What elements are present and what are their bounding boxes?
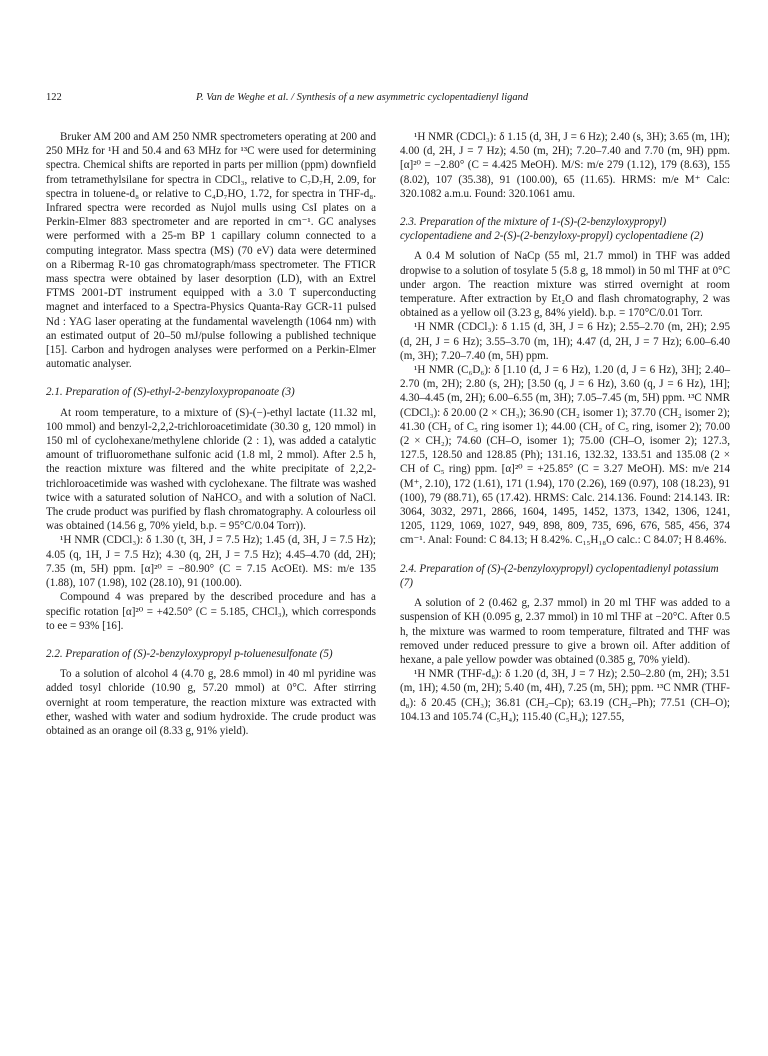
page-number: 122 (46, 92, 62, 103)
section-2-4-heading: 2.4. Preparation of (S)-(2-benzyloxypropyl) cyclopentadienyl potassium (7) (400, 562, 719, 589)
section-2-3-nmr-cdcl3: ¹H NMR (CDCl₃): δ 1.15 (d, 3H, J = 6 Hz); 2.55–2.70 (m, 2H); 2.95 (d, 2H, J = 6 Hz); 3.55–3.70 (m, 1H); 4.47 (d, 2H, J = 7 Hz); 6.00–6.40 (m, 3H); 7.20–7.40 (m, 5H) ppm. (400, 321, 730, 362)
section-2-3-procedure: A 0.4 M solution of NaCp (55 ml, 21.7 mmol) in THF was added dropwise to a solution of tosylate 5 (5.8 g, 18 mmol) in 50 ml THF at 0°C under argon. The reaction mixture was stirred overnight at room temperature. After extraction by Et₂O and flash chromatography, 2 was obtained as a yellow oil (3.23 g, 84% yield). b.p. = 170°C/0.01 Torr. (400, 250, 730, 320)
running-title: P. Van de Weghe et al. / Synthesis of a new asymmetric cyclopentadienyl ligand (196, 92, 529, 103)
right-column (400, 130, 730, 724)
section-2-4-nmr: ¹H NMR (THF-d₈): δ 1.20 (d, 3H, J = 7 Hz); 2.50–2.80 (m, 2H); 3.51 (m, 1H); 4.50 (m, 2H); 5.40 (m, 4H), 7.25 (m, 5H); ppm. ¹³C NMR (THF-d₈): δ 20.45 (CH₃); 36.81 (CH₂–Cp); 63.19 (CH₂–Ph); 77.51 (CH–O); 104.13 and 105.74 (C₅H₄); 115.40 (C₅H₄); 127.55, (400, 668, 730, 723)
section-2-1-nmr: ¹H NMR (CDCl₃): δ 1.30 (t, 3H, J = 7.5 Hz); 1.45 (d, 3H, J = 7.5 Hz); 4.05 (q, 1H, J = 7.5 Hz); 4.30 (q, 2H, J = 7.5 Hz); 4.45–4.70 (dd, 2H); 7.35 (m, 5H) ppm. [α]²⁰ = −80.90° (C = 7.15 AcOEt). MS: m/e 135 (1.88), 107 (1.98), 102 (28.10), 91 (100.00). (46, 534, 376, 590)
section-2-2-nmr: ¹H NMR (CDCl₃): δ 1.15 (d, 3H, J = 6 Hz); 2.40 (s, 3H); 3.65 (m, 1H); 4.00 (d, 2H, J = 7 Hz); 4.50 (m, 2H); 7.20–7.40 and 7.70 (m, 9H) ppm. [α]²⁰ = −2.80° (C = 4.425 MeOH). M/S: m/e 279 (1.12), 179 (8.63), 155 (8.02), 107 (35.38), 91 (100.00), 65 (11.65). HRMS: m/e M⁺ Calc: 320.1082 a.m.u. Found: 320.1061 amu. (400, 131, 730, 200)
section-2-3-nmr-c6d6: ¹H NMR (C₆D₆): δ [1.10 (d, J = 6 Hz), 1.20 (d, J = 6 Hz), 3H]; 2.40–2.70 (m, 2H); 2.80 (s, 2H); [3.50 (q, J = 6 Hz), 3.60 (q, J = 6 Hz), 1H]; 4.30–4.45 (m, 2H); 6.00–6.55 (m, 3H); 7.05–7.45 (m, 5H) ppm. ¹³C NMR (CDCl₃): δ 20.00 (2 × CH₃); 36.90 (CH₂ isomer 1); 37.70 (CH₂ isomer 2); 41.30 (CH₂ of C₅ ring isomer 1); 44.00 (CH₂ of C₅ ring, isomer 2); 70.00 (2 × CH₂); 74.60 (CH–O, isomer 1); 75.00 (CH–O, isomer 2); 127.3, 127.5, 128.50 and 128.85 (Ph); 131.16, 132.32, 133.51 and 135.08 (2 × CH of C₅ ring) ppm. [α]²⁰ = +25.85° (C = 3.27 MeOH). MS: m/e 214 (M⁺, 2.10), 172 (1.61), 171 (1.94), 170 (2.26), 169 (0.97), 108 (18.23), 91 (100), 79 (88.71), 65 (17.42). HRMS: Calc. 214.136. Found: 214.143. IR: 3064, 3032, 2971, 2866, 1604, 1495, 1452, 1373, 1342, 1306, 1241, 1205, 1129, 1069, 1027, 949, 898, 809, 735, 696, 676, 585, 456, 374 cm⁻¹. Anal: Found: C 84.13; H 8.42%. C₁₅H₁₈O calc.: C 84.07; H 8.46%. (400, 364, 730, 547)
section-2-1-compound4: Compound 4 was prepared by the described procedure and has a specific rotation [α]²⁰ = +42.50° (C = 5.185, CHCl₃), which corresponds to ee = 93% [16]. (46, 591, 376, 632)
instrumentation-paragraph: Bruker AM 200 and AM 250 NMR spectrometers operating at 200 and 250 MHz for ¹H and 50.4 and 63 MHz for ¹³C were used for determining spectra. Chemical shifts are reported in parts per million (ppm) downfield from tetramethylsilane for spectra in CDCl₃, relative to C₇D₇H, 2.09, for spectra in toluene-d₈ or relative to C₄D₇HO, 1.72, for spectra in THF-d₈. Infrared spectra were recorded as Nujol mulls using CsI plates on a Perkin-Elmer 883 spectrometer and are reported in cm⁻¹. GC analyses were performed with a 25-m BP 1 capillary column connected to a computing integrator. Mass spectra (MS) (70 eV) data were determined on a Ribermag R-10 gas chromatograph/mass spectrometer. The FTICR mass spectra were obtained by laser desorption (LD), with an Extrel FTMS 2001-DT instrument equipped with a 3.0 T superconducting magnet and interfaced to a Spectra-Physics Quanta-Ray GCR-11 pulsed Nd : YAG laser operating at the fundamental wavelength (1064 nm) with an estimated output of 20–50 mJ/pulse following a published technique [15]. Carbon and hydrogen analyses were performed on a Perkin-Elmer automatic analyser. (46, 131, 376, 371)
section-2-4-procedure: A solution of 2 (0.462 g, 2.37 mmol) in 20 ml THF was added to a suspension of KH (0.095 g, 2.37 mmol) in 10 ml THF at −20°C. After 0.5 h, the mixture was warmed to room temperature, filtrated and THF was removed under reduced pressure to give a brown oil. After addition of hexane, a pale yellow powder was obtained (0.385 g, 70% yield). (400, 597, 730, 666)
left-column (46, 130, 376, 738)
section-2-3-heading: 2.3. Preparation of the mixture of 1-(S)-(2-benzyloxypropyl) cyclopentadiene and 2-(S)-(2-benzyloxy-propyl) cyclopentadiene (2) (400, 216, 704, 243)
page-header (46, 92, 726, 106)
section-2-1-procedure: At room temperature, to a mixture of (S)-(−)-ethyl lactate (11.32 ml, 100 mmol) and benzyl-2,2,2-trichloroacetimidate (30.30 g, 120 mmol) in 150 ml of cyclohexane/methylene chloride (2 : 1), was added a catalytic amount of trifluoromethane sulfonic acid (1.8 ml, 2 mmol). After 2.5 h, the reaction mixture was filtered and the white precipitate of 2,2,2-trichloroacetimide was washed with cyclohexane. The filtrate was washed twice with a saturated solution of NaHCO₃ and with a solution of NaCl. The crude product was purified by flash chromatography. A colourless oil was obtained (14.56 g, 70% yield, b.p. = 95°C/0.04 Torr)). (46, 406, 376, 533)
section-2-2-procedure: To a solution of alcohol 4 (4.70 g, 28.6 mmol) in 40 ml pyridine was added tosyl chloride (10.90 g, 57.20 mmol) at 0°C. After stirring overnight at room temperature, the reaction mixture was extracted with ether, washed with water and sodium hydroxide. The crude product was obtained as an orange oil (8.33 g, 91% yield). (46, 668, 376, 737)
section-2-1-heading: 2.1. Preparation of (S)-ethyl-2-benzyloxypropanoate (3) (46, 386, 295, 399)
section-2-2-heading: 2.2. Preparation of (S)-2-benzyloxypropyl p-toluenesulfonate (5) (46, 647, 333, 660)
